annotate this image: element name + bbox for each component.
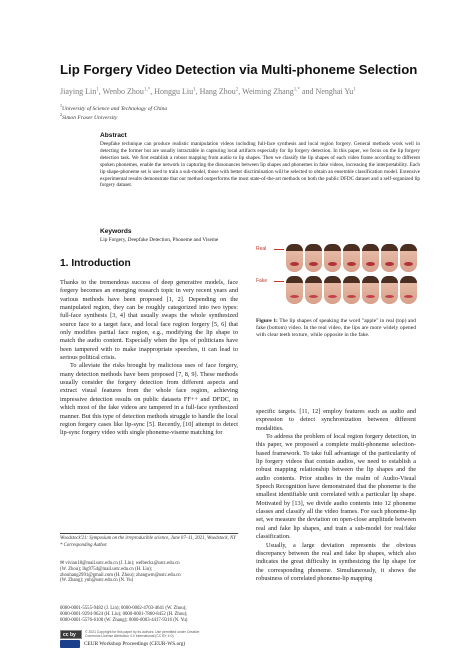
- paragraph: To alleviate the risks brought by malicious uses of face forgery, many detection methods have been proposed [7, 8, 9]. These methods usually consider the forgery detection from different aspects and extract visual features from the whole face region, achieving impressive detection results on public datasets FF++ and DFDC, in which most of the fake videos are tampered in a full-face synthesized manner. But this type of detection methods struggle to handle the local region forgery cases like lip-sync [5]. Recently, [10] attempt to detect lip-sync forgery video with single phoneme-viseme matching for: [60, 362, 238, 437]
- paragraph: Usually, a large deviation represents the obvious discrepancy between the real and fake lip shapes, which also indicates the great difficulty in synthesizing the lip shape for the corresponding phoneme. Simultaneously, it shows the robustness of correlated phoneme-lip mapping: [256, 541, 416, 582]
- face-image-real: [381, 244, 398, 272]
- keywords-text: Lip Forgery, Deepfake Detection, Phoneme and Viseme: [100, 237, 219, 243]
- author-name: Jiaying Lin: [60, 87, 97, 96]
- paragraph: specific targets. [11, 12] employ features such as audio and expression to detect synchronization between different modalities.: [256, 408, 416, 432]
- author-name: Honggu Liu: [154, 87, 194, 96]
- section-heading: 1. Introduction: [60, 258, 131, 269]
- abstract-heading: Abstract: [100, 132, 127, 139]
- ceur-logo-icon: [60, 640, 80, 648]
- face-image-fake: [305, 276, 322, 304]
- arrow-icon: [274, 249, 284, 250]
- face-image-real: [324, 244, 341, 272]
- orcid-link[interactable]: 0000-0001-9294-9624 (H. Liu); 0000-0001-7860-8452 (H. Zhou);: [60, 611, 188, 617]
- face-image-real: [400, 244, 417, 272]
- author-name: Weiming Zhang: [242, 87, 294, 96]
- author-name: Hang Zhou: [199, 87, 236, 96]
- face-image-fake: [362, 276, 379, 304]
- footnote-orcid: [60, 606, 238, 623]
- face-image-real: [343, 244, 360, 272]
- affiliation: $^2$Simon Fraser University: [60, 112, 118, 121]
- abstract-text: Deepfake technique can produce realistic manipulation videos including full-face synthesis and local region forgery. General methods work well in detecting the former but are usually intractable in capturing local artifacts especially for lip forgery detection. In this paper, we focus on the lip forgery detection task. We first establish a robust mapping from audio to lip shapes. Then we classify the lip shapes of each video frame according to different spoken phonemes, enable the network in capturing the dissonances between lip shapes and phonemes in fake videos, increasing the interpretability. Each lip shape-phoneme set is used to train a sub-model, those with better discrimination will be selected to obtain an ensemble classification model. Extensive experimental results demonstrate that our method outperforms the most state-of-the-art methods on both the public DFDC dataset and a self-organized lip forgery dataset.: [100, 141, 420, 189]
- corresponding-note: * Corresponding Author.: [60, 542, 108, 548]
- email-link[interactable]: (W. Zhang); ynh@ustc.edu.cn (N. Yu): [60, 578, 134, 584]
- left-column: [60, 279, 238, 438]
- keywords-heading: Keywords: [100, 228, 132, 235]
- face-image-fake: [400, 276, 417, 304]
- footnote-venue: Woodstock'21: Symposium on the irreproducible science, June 07–11, 2021, Woodstock, NY * Corresponding Author.: [60, 536, 238, 549]
- author-name: Wenbo Zhou: [102, 87, 144, 96]
- arrow-icon: [274, 281, 284, 282]
- figure-1: [256, 244, 416, 312]
- face-image-fake: [381, 276, 398, 304]
- face-image-real: [305, 244, 322, 272]
- author-name: Nenghai Yu: [315, 87, 354, 96]
- figure-caption: Figure 1: The lip shapes of speaking the word "apple" in real (top) and fake (bottom) video. In the real video, the lips are more widely opened with clear teeth texture, while opposite in the fake.: [256, 318, 416, 338]
- email-link[interactable]: ✉ vivian18@mail.ustc.edu.cn (J. Lin); welbeckz@ustc.edu.cn: [60, 561, 180, 566]
- email-link[interactable]: zhouhang2991@gmail.com (H. Zhou); zhangwm@ustc.edu.cn: [60, 572, 181, 578]
- right-column: [256, 408, 416, 583]
- affiliation: $^1$University of Science and Technology of China: [60, 103, 168, 112]
- face-image-fake: [286, 276, 303, 304]
- paragraph: To address the problem of local region forgery detection, in this paper, we proposed a complete multi-phoneme selection-based framework. To take full advantage of the particularity of lip forgery videos that contain audios, we need to establish a robust mapping relationship between the lip shapes and the audio contents. Prior studies in the realm of Audio-Visual Speech Recognition have demonstrated that the phoneme is the smallest identifiable unit correlated with a particular lip shape. Motivated by [13], we divide audio contents into 12 phoneme classes and classify all the video frames. For each phoneme-lip set, we measure the deviation on open-close amplitude between real and fake lip shapes, and train a sub-model for real/fake classification.: [256, 433, 416, 541]
- orcid-link[interactable]: 0000-0001-5576-6108 (W. Zhang); 0000-0003-4417-9316 (N. Yu): [60, 617, 188, 623]
- author-list: Jiaying Lin$^1$, Wenbo Zhou$^{1,*}$, Honggu Liu$^1$, Hang Zhou$^2$, Weiming Zhang$^{1,*}$ and Nenghai Yu$^1$: [60, 87, 356, 96]
- cc-license-icon[interactable]: cc by: [60, 630, 82, 639]
- paper-title: Lip Forgery Video Detection via Multi-phoneme Selection: [60, 62, 418, 77]
- face-image-real: [286, 244, 303, 272]
- ceur-proceedings-link[interactable]: CEUR Workshop Proceedings (CEUR-WS.org): [84, 641, 186, 647]
- face-image-fake: [343, 276, 360, 304]
- figure-row-label: Real: [256, 246, 267, 252]
- footnote-contacts: [60, 561, 238, 584]
- face-image-fake: [324, 276, 341, 304]
- paragraph: Thanks to the tremendous success of deep generative models, face forgery becomes an emerging research topic in very recent years and various methods have been proposed [1, 2]. Depending on the manipulated region, they can be roughly categorized into two types: full-face synthesis [3, 4] that usually swaps the whole synthesized source face to a target face, and local face region forgery [5, 6] that only modifies partial face region, e.g., modifying the lip shape to match the audio content. Especially when the lips of politicians have been tampered with to make inappropriate speeches, it can lead to serious political crisis.: [60, 279, 238, 362]
- footnote-divider: [60, 533, 238, 534]
- figure-row-label: Fake: [256, 278, 268, 284]
- orcid-link[interactable]: 0000-0001-5555-9482 (J. Lin); 0000-0002-4703-4641 (W. Zhou);: [60, 606, 187, 611]
- email-link[interactable]: (W. Zhou); lhg9754@mail.ustc.edu.cn (H. Liu);: [60, 566, 153, 572]
- copyright-note: © 2021 Copyright for this paper by its authors. Use permitted under Creative Commons License Attribution 4.0 International (CC BY 4.0).: [85, 630, 200, 639]
- face-image-real: [362, 244, 379, 272]
